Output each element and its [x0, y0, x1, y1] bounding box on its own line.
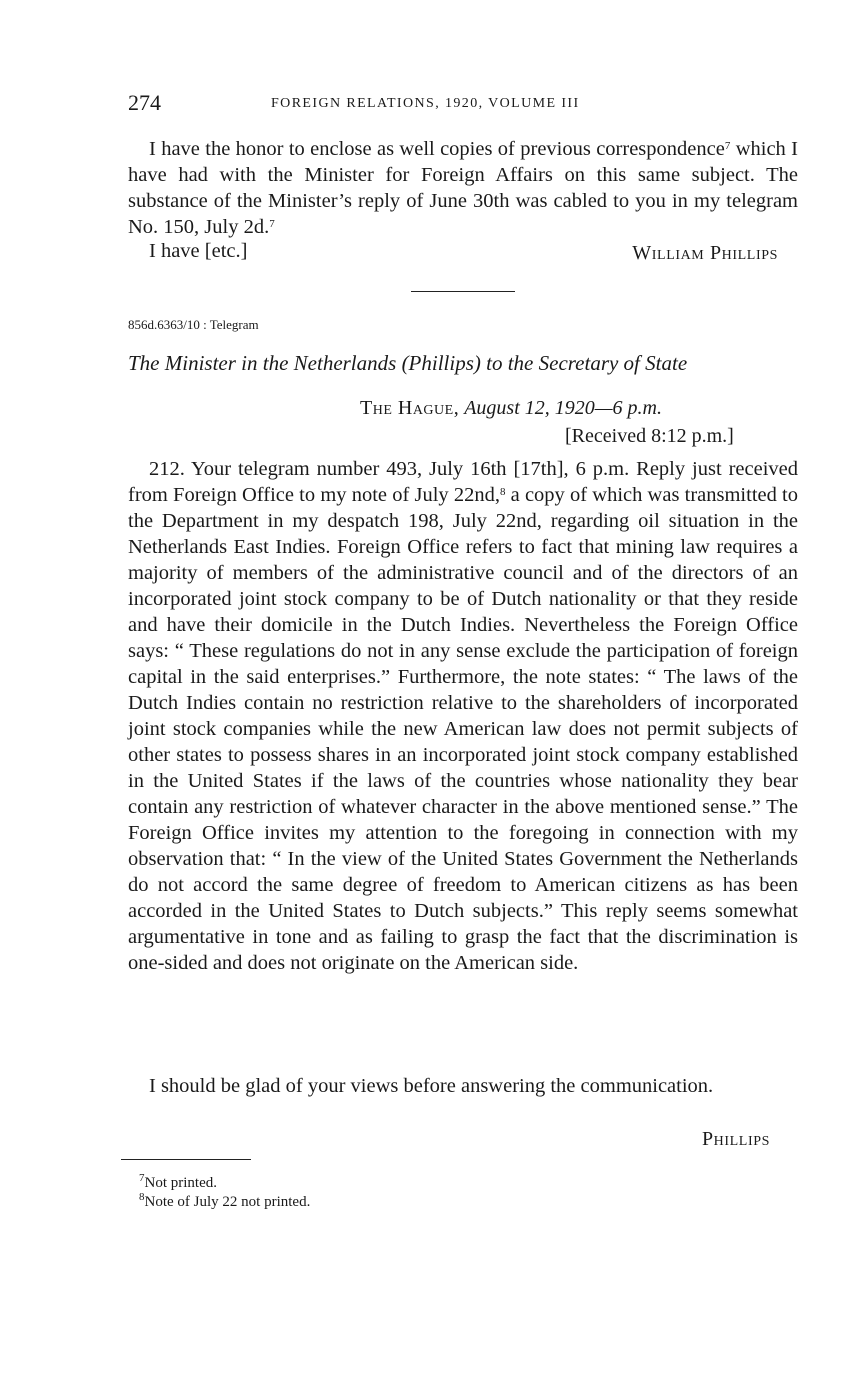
footnote-text: Not printed. [144, 1175, 217, 1191]
received-note: [Received 8:12 p.m.] [565, 425, 734, 447]
enclosure-paragraph [128, 136, 798, 240]
footnote-7 [139, 1174, 310, 1193]
footnote-ref-8: 8 [499, 486, 506, 498]
closing-greeting: I have [etc.] [149, 240, 248, 262]
telegram-body [128, 456, 798, 976]
running-header [128, 90, 800, 118]
footnote-mark: 7 [139, 1172, 145, 1184]
dateline-place: The Hague, [360, 397, 460, 419]
dateline-date: August 12, 1920—6 p.m. [464, 397, 663, 419]
footnote-text: Note of July 22 not printed. [144, 1194, 311, 1210]
running-header-title: FOREIGN RELATIONS, 1920, VOLUME III [271, 96, 580, 111]
telegram-body-text-2: a copy of which was transmitted to the Department in my despatch 198, July 22nd, regarding oil situation in the Netherlands East Indies. Foreign Office refers to fact that mining law requires a majority of members of the administrative council and of the directors of an incorporated joint stock company to be of Dutch nationality or that they reside and have their domicile in the Dutch Indies. Nevertheless the Foreign Office says: “ These regulations do not in any sense exclude the participation of foreign capital in the said enterprises.” Furthermore, the note states: “ The laws of the Dutch Indies contain no restriction relative to the shareholders of incorporated joint stock companies while the new American law does not permit subjects of other states to possess shares in an incorporated joint stock company established in the United States if the laws of the countries whose nationality they bear contain any restriction of whatever character in the above mentioned sense.” The Foreign Office invites my attention to the foregoing in connection with my observation that: “ In the view of the United States Government the Netherlands do not accord the same degree of freedom to American citizens as has been accorded in the United States to Dutch subjects.” This reply seems somewhat argumentative in tone and as failing to grasp the fact that the discrimination is one-sided and does not originate on the American side. [128, 484, 798, 974]
signature-phillips: Phillips [701, 1128, 770, 1150]
footnotes [139, 1174, 310, 1212]
document-title: The Minister in the Netherlands (Phillips) to the Secretary of State [128, 351, 688, 375]
footnote-ref-7-second: 7 [269, 218, 275, 230]
footnote-mark: 8 [139, 1191, 145, 1203]
section-divider [411, 291, 515, 292]
telegram-body-text-1: 212. Your telegram number 493, July 16th [17th], 6 p.m. Reply just received from Foreign Office to my note of July 22nd, [128, 458, 798, 506]
footnote-8 [139, 1193, 310, 1212]
footnote-ref-7: 7 [724, 140, 731, 152]
closing-paragraph: I should be glad of your views before answering the communication. [149, 1075, 714, 1097]
dateline [360, 397, 662, 420]
page-number: 274 [128, 90, 161, 115]
file-reference: 856d.6363/10 : Telegram [128, 317, 259, 332]
enclosure-text-1: I have the honor to enclose as well copies of previous correspondence [149, 138, 725, 160]
footnote-divider [121, 1159, 251, 1160]
signature-william-phillips: William Phillips [632, 242, 778, 264]
enclosure-text-2: which I have had with the Minister for Foreign Affairs on this same subject. The substance of the Minister’s reply of June 30th was cabled to you in my telegram No. 150, July 2d. [128, 138, 798, 238]
